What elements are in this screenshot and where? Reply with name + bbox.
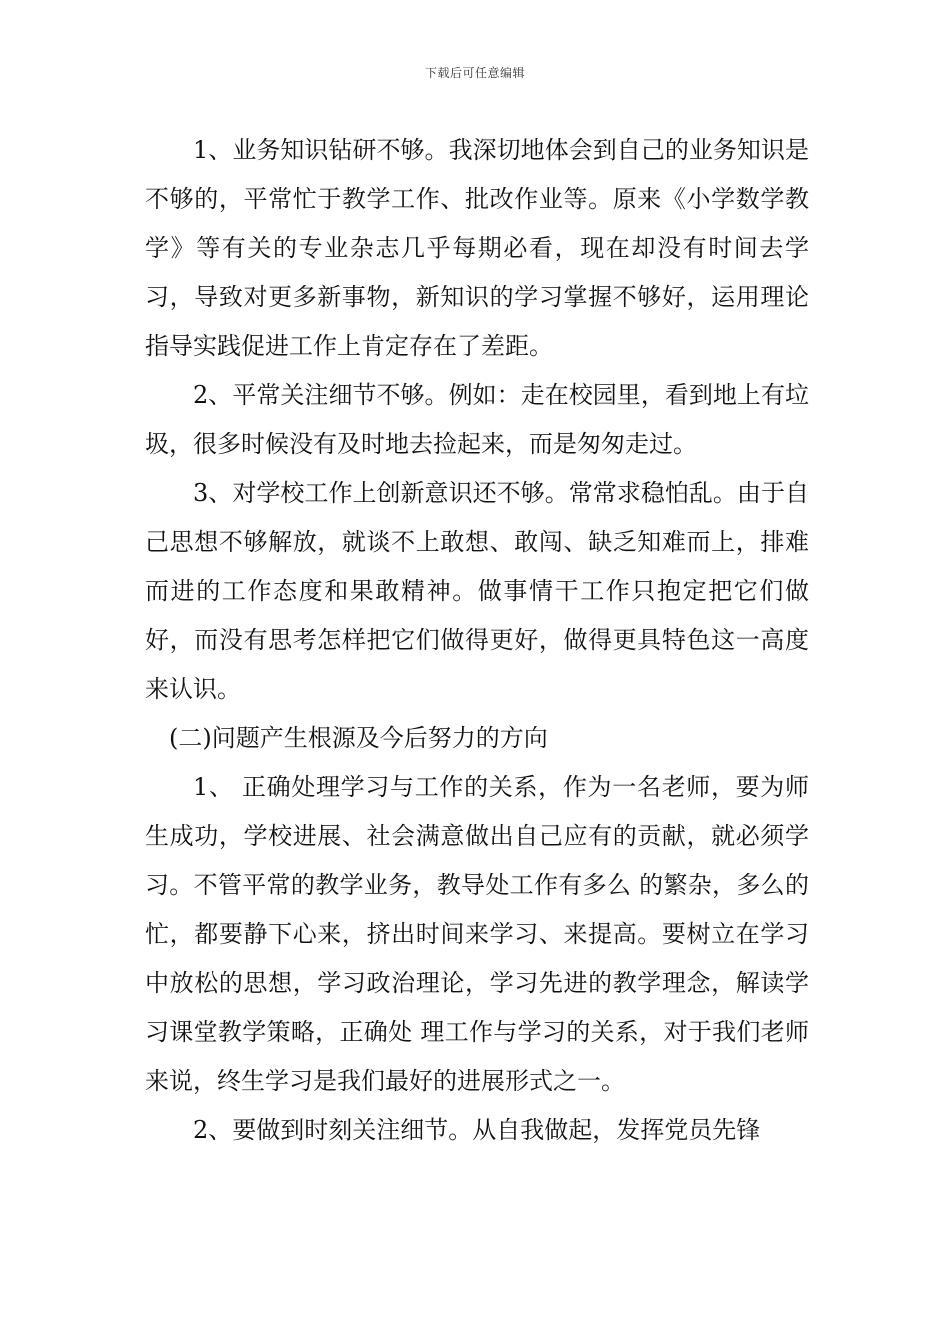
paragraph-5: 2、要做到时刻关注细节。从自我做起，发挥党员先锋 bbox=[193, 1116, 761, 1144]
page-header: 下载后可任意编辑 bbox=[424, 66, 525, 80]
paragraph-3: 3、对学校工作上创新意识还不够。常常求稳怕乱。由于自己思想不够解放，就谈不上敢想、敢闯、缺乏知难而上，排难而进的工作态度和果敢精神。做事情干工作只抱定把它们做好，而没有思考怎样把它们做得更好，做得更具特色这一高度来认识。 bbox=[145, 479, 809, 703]
document-body bbox=[145, 126, 809, 1155]
section-heading: (二)问题产生根源及今后努力的方向 bbox=[169, 724, 548, 752]
paragraph-2: 2、平常关注细节不够。例如：走在校园里，看到地上有垃圾，很多时候没有及时地去捡起来，而是匆匆走过。 bbox=[145, 381, 809, 458]
paragraph-1: 1、业务知识钻研不够。我深切地体会到自己的业务知识是不够的，平常忙于教学工作、批改作业等。原来《小学数学教学》等有关的专业杂志几乎每期必看，现在却没有时间去学习，导致对更多新事物，新知识的学习掌握不够好，运用理论指导实践促进工作上肯定存在了差距。 bbox=[145, 136, 809, 360]
paragraph-4: 1、 正确处理学习与工作的关系，作为一名老师，要为师生成功，学校进展、社会满意做出自己应有的贡献，就必须学习。不管平常的教学业务，教导处工作有多么 的繁杂，多么的忙，都要静下心来，挤出时间来学习、来提高。要树立在学习中放松的思想，学习政治理论，学习先进的教学理念，解读学习课堂教学策略，正确处 理工作与学习的关系，对于我们老师来说，终生学习是我们最好的进展形式之一。 bbox=[145, 773, 809, 1095]
